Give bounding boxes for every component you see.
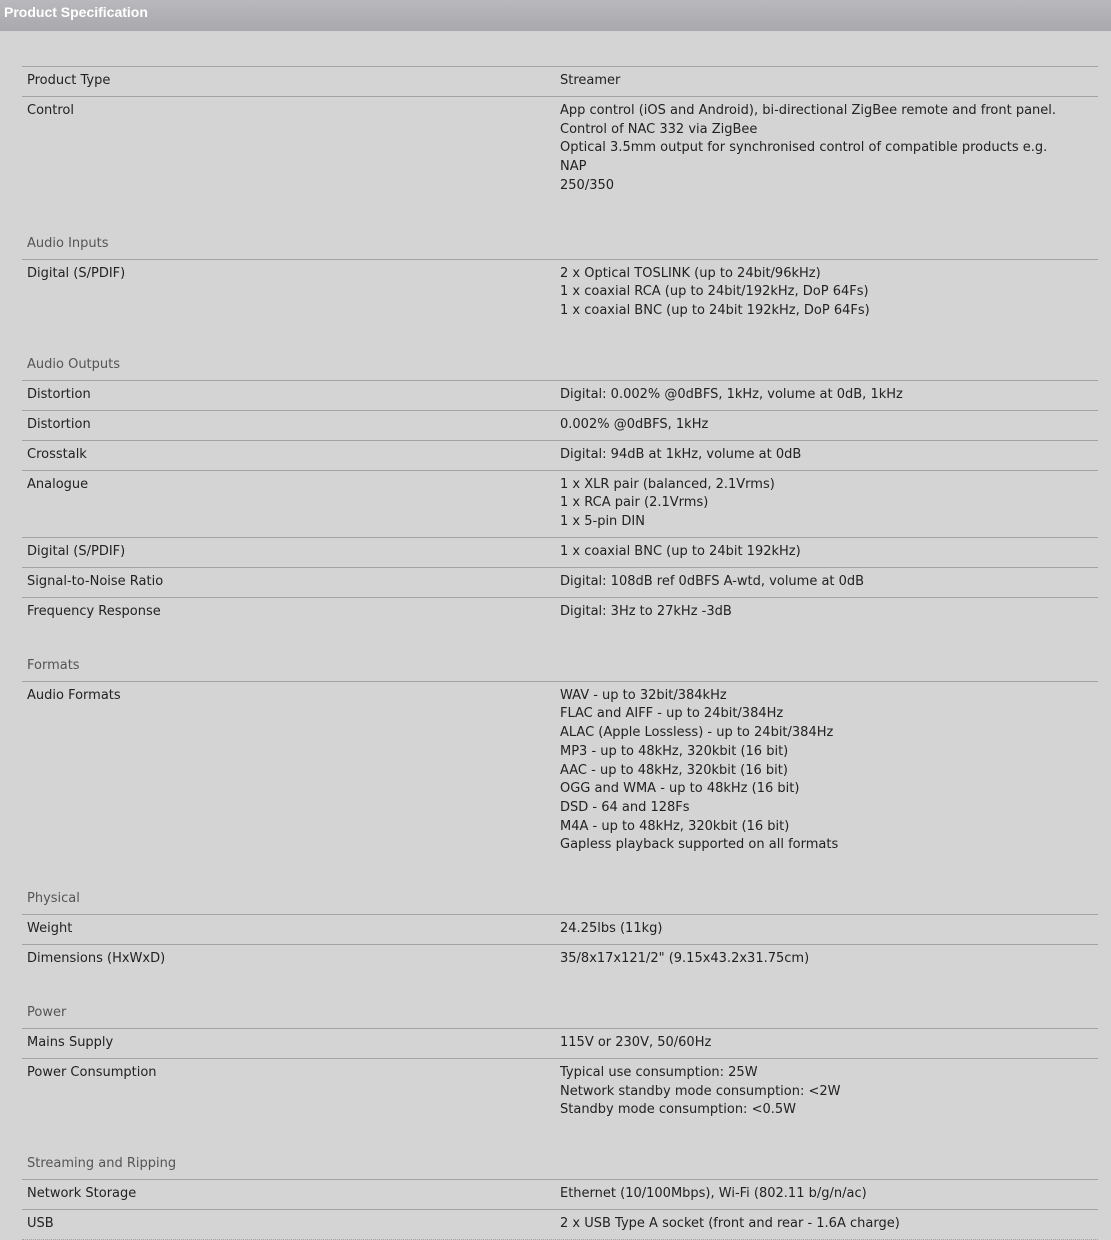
spec-row [22, 914, 1098, 944]
spec-value-line: Network standby mode consumption: <2W [560, 1083, 841, 1099]
spec-value-line: 2 x USB Type A socket (front and rear - 1.6A charge) [560, 1216, 900, 1232]
section-title: Power [27, 1005, 67, 1021]
spec-value-line: Digital: 3Hz to 27kHz -3dB [560, 603, 732, 619]
spec-row [22, 567, 1098, 597]
spec-row [22, 380, 1098, 410]
spec-value-line: 1 x coaxial BNC (up to 24bit 192kHz) [560, 543, 801, 559]
spec-value [560, 543, 1098, 562]
spec-value-line: M4A - up to 48kHz, 320kbit (16 bit) [560, 818, 790, 834]
spec-label: Frequency Response [27, 603, 161, 619]
spec-value-line: Standby mode consumption: <0.5W [560, 1102, 796, 1118]
spec-row [22, 944, 1098, 974]
spec-row [22, 1058, 1098, 1125]
spec-value-line: 1 x coaxial RCA (up to 24bit/192kHz, DoP 64Fs) [560, 284, 869, 300]
spec-value-line: 115V or 230V, 50/60Hz [560, 1035, 712, 1051]
spec-row [22, 1209, 1098, 1240]
spec-value-line: Digital: 94dB at 1kHz, volume at 0dB [560, 446, 802, 462]
spec-row [22, 1028, 1098, 1058]
spec-value-line: Digital: 108dB ref 0dBFS A-wtd, volume at 0dB [560, 573, 865, 589]
spec-label: Crosstalk [27, 446, 87, 462]
spec-value [560, 476, 1098, 532]
spec-label: Dimensions (HxWxD) [27, 951, 166, 967]
spec-label: Signal-to-Noise Ratio [27, 573, 164, 589]
spec-row [22, 96, 1098, 201]
spec-value [560, 416, 1098, 435]
spec-value-line: App control (iOS and Android), bi-directional ZigBee remote and front panel. [560, 103, 1057, 118]
spec-value-line: WAV - up to 32bit/384kHz [560, 687, 727, 703]
spec-label: Distortion [27, 386, 91, 402]
spec-value [560, 102, 1098, 196]
section-title: Audio Inputs [27, 235, 109, 251]
spec-value-line: 2 x Optical TOSLINK (up to 24bit/96kHz) [560, 265, 821, 281]
spec-value [560, 573, 1098, 592]
spec-value-line: 1 x 5-pin DIN [560, 514, 645, 530]
spec-value [560, 1215, 1098, 1234]
spec-value-line: 250/350 [560, 177, 615, 193]
spec-label: USB [27, 1216, 54, 1232]
spec-value-line: Streamer [560, 73, 621, 88]
spec-row [22, 597, 1098, 627]
spec-value-line: 24.25lbs (11kg) [560, 921, 663, 937]
spec-value-line: 1 x coaxial BNC (up to 24bit 192kHz, DoP 64Fs) [560, 302, 870, 318]
spec-value-line: MP3 - up to 48kHz, 320kbit (16 bit) [560, 743, 789, 759]
spec-row [22, 537, 1098, 567]
spec-row [22, 66, 1098, 96]
spec-row [22, 440, 1098, 470]
spec-value [560, 446, 1098, 465]
spec-value [560, 1034, 1098, 1053]
spec-value-line: 35/8x17x121/2" (9.15x43.2x31.75cm) [560, 951, 810, 967]
spec-label: Analogue [27, 476, 89, 492]
spec-value [560, 1185, 1098, 1204]
spec-table [22, 66, 1098, 1240]
spec-label: Digital (S/PDIF) [27, 543, 126, 559]
spec-value-line: Optical 3.5mm output for synchronised control of compatible products e.g. [560, 140, 1048, 156]
spec-value-line: Control of NAC 332 via ZigBee [560, 121, 758, 137]
spec-value [560, 687, 1098, 855]
spec-row [22, 470, 1098, 537]
spec-label: Product Type [27, 73, 111, 88]
spec-value [560, 950, 1098, 969]
spec-label: Digital (S/PDIF) [27, 265, 126, 281]
spec-value-line: Gapless playback supported on all formats [560, 837, 839, 853]
spec-row [22, 259, 1098, 326]
spec-value-line: 0.002% @0dBFS, 1kHz [560, 416, 709, 432]
spec-value [560, 265, 1098, 321]
spec-value [560, 603, 1098, 622]
section-title: Audio Outputs [27, 356, 121, 372]
spec-value-line: ALAC (Apple Lossless) - up to 24bit/384Hz [560, 725, 834, 741]
section-title: Streaming and Ripping [27, 1156, 177, 1172]
spec-row [22, 410, 1098, 440]
spec-value-line: NAP [560, 159, 587, 175]
spec-value [560, 1064, 1098, 1120]
spec-value-line: Typical use consumption: 25W [560, 1065, 758, 1081]
page-title: Product Specification [4, 4, 148, 20]
spec-value-line: DSD - 64 and 128Fs [560, 799, 690, 815]
spec-value [560, 386, 1098, 405]
spec-value-line: 1 x RCA pair (2.1Vrms) [560, 495, 709, 511]
section-title: Physical [27, 891, 80, 907]
spec-label: Control [27, 103, 74, 118]
spec-label: Weight [27, 921, 73, 937]
spec-value-line: Ethernet (10/100Mbps), Wi-Fi (802.11 b/g/n/ac) [560, 1186, 867, 1202]
spec-label: Power Consumption [27, 1065, 157, 1081]
page-header [0, 0, 1111, 31]
spec-row [22, 681, 1098, 860]
spec-value [560, 920, 1098, 939]
spec-value-line: 1 x XLR pair (balanced, 2.1Vrms) [560, 476, 775, 492]
spec-label: Mains Supply [27, 1035, 114, 1051]
spec-row [22, 1179, 1098, 1209]
spec-value-line: FLAC and AIFF - up to 24bit/384Hz [560, 706, 784, 722]
spec-value [560, 72, 1098, 91]
spec-label: Audio Formats [27, 687, 121, 703]
spec-label: Network Storage [27, 1186, 137, 1202]
section-title: Formats [27, 657, 80, 673]
spec-label: Distortion [27, 416, 91, 432]
spec-value-line: AAC - up to 48kHz, 320kbit (16 bit) [560, 762, 788, 778]
spec-value-line: Digital: 0.002% @0dBFS, 1kHz, volume at 0dB, 1kHz [560, 386, 903, 402]
spec-value-line: OGG and WMA - up to 48kHz (16 bit) [560, 781, 800, 797]
